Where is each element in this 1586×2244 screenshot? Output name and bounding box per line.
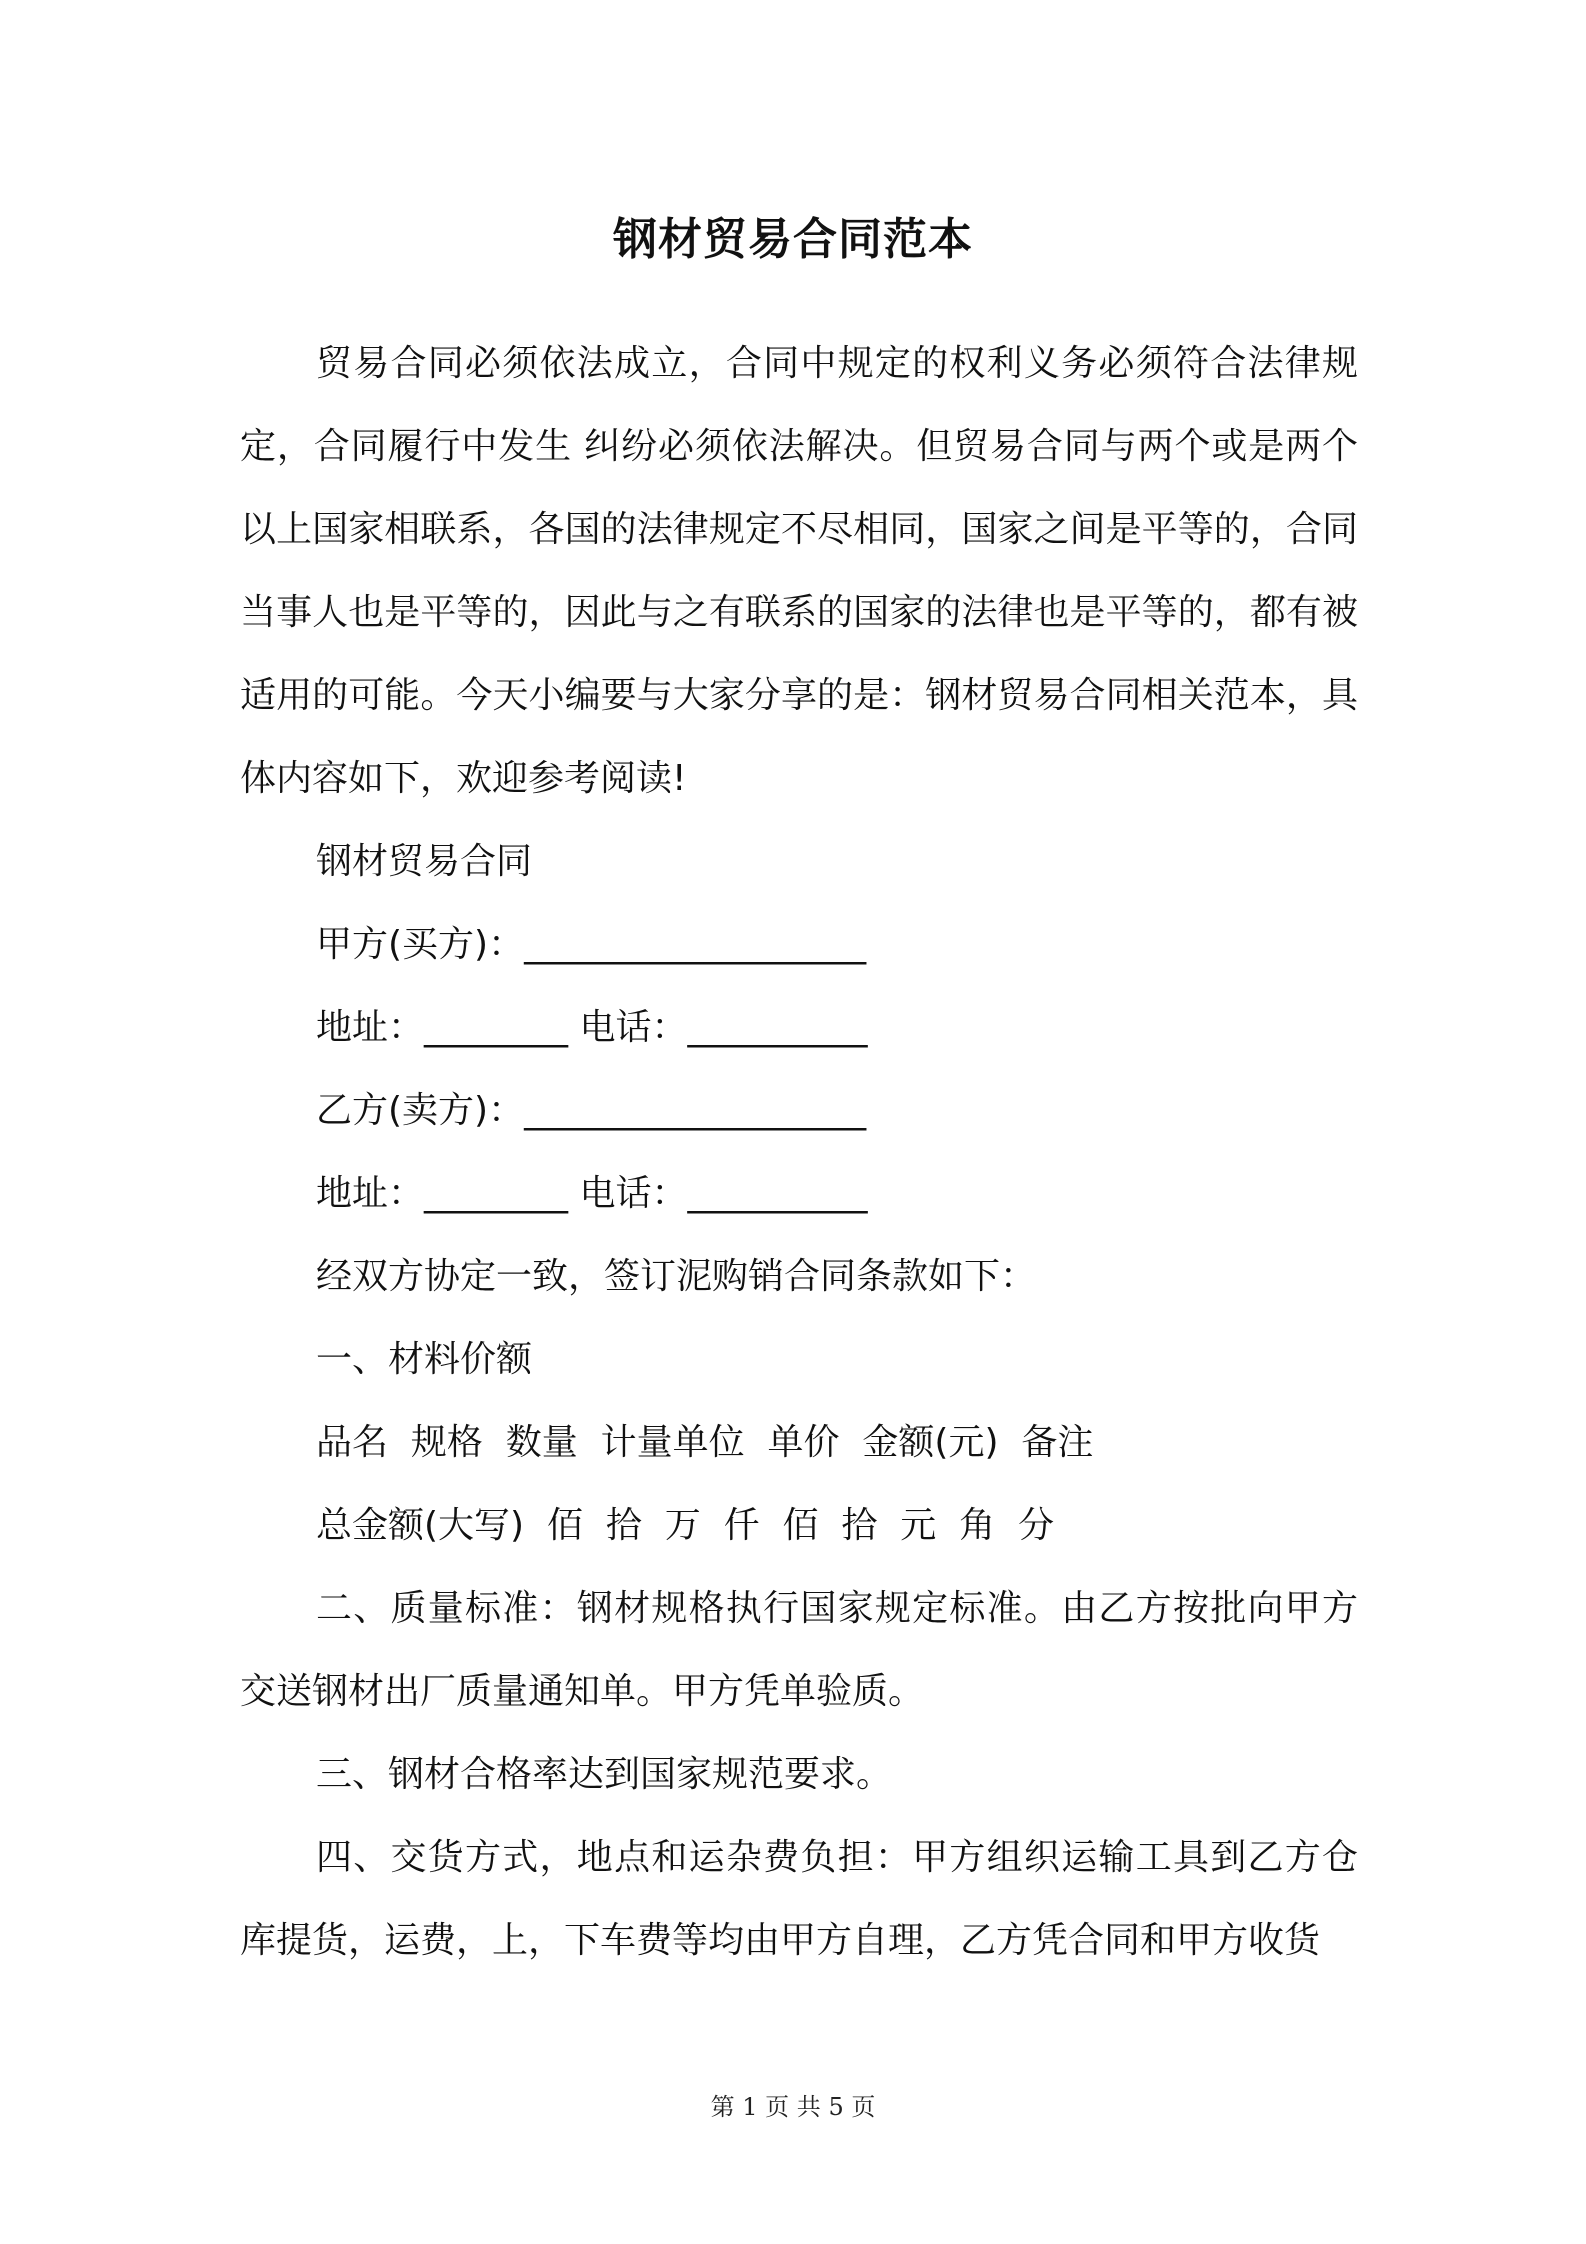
- party-a-line: 甲方(买方)：___________________: [316, 924, 867, 965]
- party-b-line: 乙方(卖方)：___________________: [316, 1090, 867, 1131]
- document-body: [240, 322, 1358, 1982]
- agreement-line: 经双方协定一致，签订泥购销合同条款如下：: [316, 1256, 1037, 1297]
- price-table-header: 品名 规格 数量 计量单位 单价 金额(元) 备注: [316, 1422, 1094, 1463]
- intro-paragraph: 贸易合同必须依法成立，合同中规定的权利义务必须符合法律规定，合同履行中发生 纠纷必须依法解决。但贸易合同与两个或是两个以上国家相联系，各国的法律规定不尽相同，国家之间是平等的，合同当事人也是平等的，因此与之有联系的国家的法律也是平等的，都有被适用的可能。今天小编要与大家分享的是：钢材贸易合同相关范本，具体内容如下，欢迎参考阅读!: [240, 343, 1358, 799]
- page-title: 钢材贸易合同范本: [613, 214, 973, 265]
- section-3-paragraph: 三、钢材合格率达到国家规范要求。: [316, 1754, 893, 1795]
- section-1-heading: 一、材料价额: [316, 1339, 533, 1380]
- party-b-contact-line: 地址：________ 电话：__________: [316, 1173, 868, 1214]
- contract-heading: 钢材贸易合同: [316, 841, 533, 882]
- total-amount-line: 总金额(大写) 佰 拾 万 仟 佰 拾 元 角 分: [316, 1505, 1055, 1546]
- page-number-footer: 第 1 页 共 5 页: [710, 2093, 876, 2121]
- section-2-paragraph: 二、质量标准：钢材规格执行国家规定标准。由乙方按批向甲方交送钢材出厂质量通知单。甲方凭单验质。: [240, 1588, 1358, 1712]
- section-4-paragraph: 四、交货方式，地点和运杂费负担：甲方组织运输工具到乙方仓库提货，运费，上，下车费等均由甲方自理，乙方凭合同和甲方收货: [240, 1837, 1358, 1961]
- party-a-contact-line: 地址：________ 电话：__________: [316, 1007, 868, 1048]
